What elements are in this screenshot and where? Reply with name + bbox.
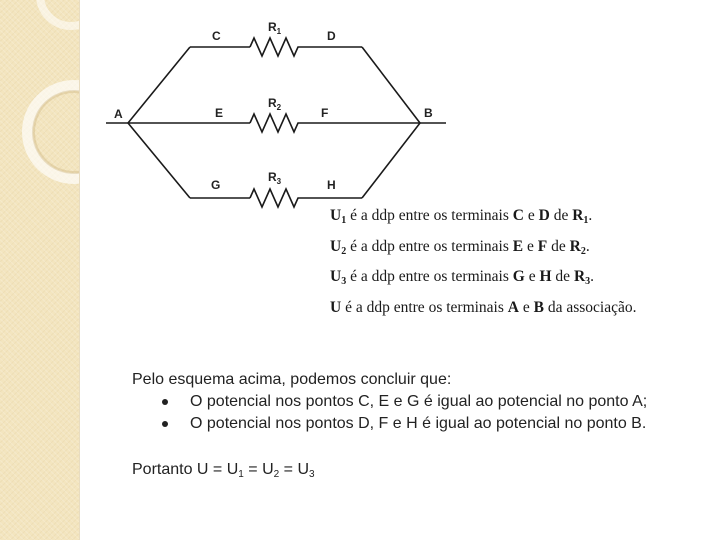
resistor-label-r3: $R_3$ xyxy=(268,170,282,186)
definitions-block xyxy=(330,207,715,329)
equation-summary: Portanto $U = U_1 = U_2 = U_3$ xyxy=(132,461,315,480)
bullet-icon xyxy=(162,399,168,405)
resistor-label-r1: $R_1$ xyxy=(268,20,282,36)
node-label-e: E xyxy=(215,106,224,120)
conclusion-list xyxy=(132,393,712,437)
node-label-a: A xyxy=(114,107,123,121)
definition-u2: $U_2$ é a ddp entre os terminais E e F de $R_2$. xyxy=(330,237,590,257)
bullet-icon xyxy=(162,421,168,427)
wire-a-c xyxy=(128,47,190,123)
node-label-b: B xyxy=(424,106,433,120)
definition-u-total: U é a ddp entre os terminais A e B da associação. xyxy=(330,298,637,316)
node-label-g: G xyxy=(211,178,221,192)
conclusion-intro: Pelo esquema acima, podemos concluir que: xyxy=(132,371,452,388)
resistor-r3 xyxy=(250,189,302,207)
resistor-r2 xyxy=(250,114,302,132)
resistor-label-r2: $R_2$ xyxy=(268,96,282,112)
node-label-f: F xyxy=(321,106,329,120)
definition-u1: $U_1$ é a ddp entre os terminais C e D de $R_1$. xyxy=(330,207,593,226)
wire-h-b xyxy=(362,123,420,198)
list-item: O potencial nos pontos D, F e H é igual ao potencial no ponto B. xyxy=(132,415,712,437)
resistor-r1 xyxy=(250,38,302,56)
list-item: O potencial nos pontos C, E e G é igual ao potencial no ponto A; xyxy=(132,393,712,415)
definition-u3: $U_3$ é a ddp entre os terminais G e H de $R_3$. xyxy=(330,268,595,287)
node-label-h: H xyxy=(327,178,336,192)
node-label-d: D xyxy=(327,29,336,43)
wire-a-g xyxy=(128,123,190,198)
conclusion-block xyxy=(132,371,712,480)
wire-d-b xyxy=(362,47,420,123)
node-label-c: C xyxy=(212,29,221,43)
